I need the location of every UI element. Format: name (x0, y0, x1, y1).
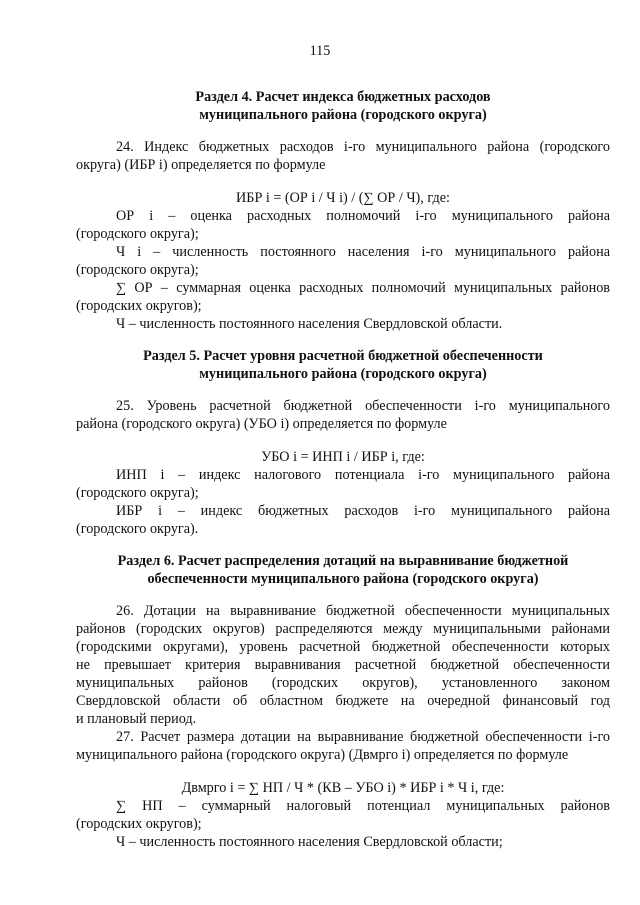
definition-sum-np-line-2: (городских округов); (76, 816, 202, 832)
definition-ibr-i-line-2: (городского округа). (76, 521, 199, 537)
formula-ibr: ИБР i = (ОР i / Ч i) / (∑ ОР / Ч), где: (236, 190, 450, 206)
section-4-title-line-2: муниципального района (городского округа) (199, 107, 487, 123)
section-4-title-line-1: Раздел 4. Расчет индекса бюджетных расходов (195, 89, 491, 105)
page-number: 115 (309, 43, 331, 59)
paragraph-26-line-1: 26. Дотации на выравнивание бюджетной обеспеченности муниципальных (116, 603, 610, 619)
paragraph-26-line-5: муниципальных районов (городских округов), установленного законом (76, 675, 610, 691)
definition-or-i-line-2: (городского округа); (76, 226, 199, 242)
paragraph-26-line-6: Свердловской области об областном бюджете на очередной финансовый год (76, 693, 610, 709)
formula-dvmrgo: Двмрго i = ∑ НП / Ч * (КВ – УБО i) * ИБР i * Ч i, где: (181, 780, 505, 796)
section-6-title-line-1: Раздел 6. Расчет распределения дотаций на выравнивание бюджетной (117, 553, 569, 569)
paragraph-24-line-1: 24. Индекс бюджетных расходов i-го муниципального района (городского (116, 139, 610, 155)
definition-or-i-line-1: ОР i – оценка расходных полномочий i-го муниципального района (116, 208, 610, 224)
paragraph-26-line-3: (городскими округами), уровень расчетной бюджетной обеспеченности которых (76, 639, 610, 655)
paragraph-24-line-2: округа) (ИБР i) определяется по формуле (76, 157, 326, 173)
paragraph-25-line-1: 25. Уровень расчетной бюджетной обеспеченности i-го муниципального (116, 398, 610, 414)
paragraph-26-line-2: районов (городских округов) распределяются между муниципальными районами (76, 621, 610, 637)
definition-sum-or-line-1: ∑ ОР – суммарная оценка расходных полномочий муниципальных районов (116, 280, 610, 296)
definition-ch: Ч – численность постоянного населения Свердловской области. (116, 316, 503, 332)
definition-ch-i-line-1: Ч i – численность постоянного населения i-го муниципального района (116, 244, 610, 260)
paragraph-26-line-7: и плановый период. (76, 711, 197, 727)
paragraph-27-line-2: муниципального района (городского округа) (Двмрго i) определяется по формуле (76, 747, 569, 763)
paragraph-27-line-1: 27. Расчет размера дотации на выравнивание бюджетной обеспеченности i-го (116, 729, 610, 745)
definition-ibr-i-line-1: ИБР i – индекс бюджетных расходов i-го муниципального района (116, 503, 610, 519)
definition-inp-i-line-1: ИНП i – индекс налогового потенциала i-го муниципального района (116, 467, 610, 483)
formula-ubo: УБО i = ИНП i / ИБР i, где: (261, 449, 425, 465)
definition-sum-or-line-2: (городских округов); (76, 298, 202, 314)
paragraph-26-line-4: не превышает критерия выравнивания расчетной бюджетной обеспеченности (76, 657, 610, 673)
section-6-title-line-2: обеспеченности муниципального района (городского округа) (147, 571, 539, 587)
paragraph-25-line-2: района (городского округа) (УБО i) определяется по формуле (76, 416, 447, 432)
definition-ch-region: Ч – численность постоянного населения Свердловской области; (116, 834, 503, 850)
section-5-title-line-2: муниципального района (городского округа) (199, 366, 487, 382)
definition-sum-np-line-1: ∑ НП – суммарный налоговый потенциал муниципальных районов (116, 798, 610, 814)
definition-ch-i-line-2: (городского округа); (76, 262, 199, 278)
definition-inp-i-line-2: (городского округа); (76, 485, 199, 501)
section-5-title-line-1: Раздел 5. Расчет уровня расчетной бюджетной обеспеченности (143, 348, 543, 364)
